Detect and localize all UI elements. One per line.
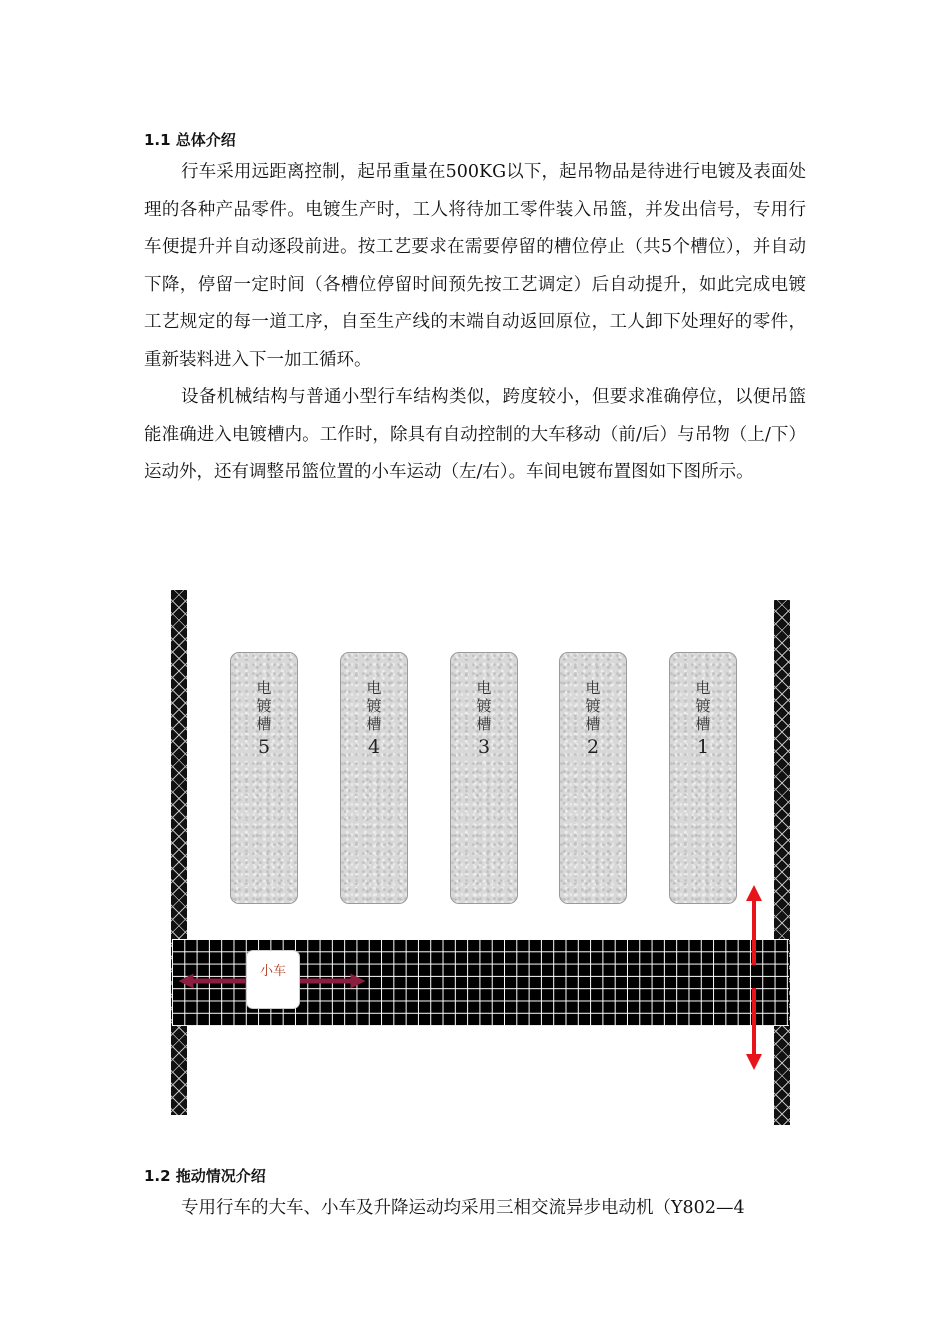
tank-char-2: 镀 [695, 697, 711, 715]
tank-char-1: 电 [585, 679, 601, 697]
plating-tank-2 [559, 652, 627, 904]
plating-tank-3 [450, 652, 518, 904]
tank-number: 2 [586, 736, 600, 758]
section-2-paragraph-1: 专用行车的大车、小车及升降运动均采用三相交流异步电动机（Y802—4 [181, 1198, 745, 1218]
tank-char-1: 电 [366, 679, 382, 697]
plating-tank-4 [340, 652, 408, 904]
tank-char-1: 电 [476, 679, 492, 697]
trolley [246, 950, 300, 1009]
section-1-paragraph-1: 行车采用远距离控制，起吊重量在500KG以下，起吊物品是待进行电镀及表面处理的各种产品零件。电镀生产时，工人将待加工零件装入吊篮，并发出信号，专用行车便提升并自动逐段前进。按工艺要求在需要停留的槽位停止（共5个槽位），并自动下降，停留一定时间（各槽位停留时间预先按工艺调定）后自动提升，如此完成电镀工艺规定的每一道工序，自至生产线的末端自动返回原位，工人卸下处理好的零件，重新装料进入下一加工循环。 [144, 162, 806, 370]
tank-char-2: 镀 [366, 697, 382, 715]
right-rail [774, 600, 790, 1125]
section-2-title: 1.2 拖动情况介绍 [144, 1167, 266, 1185]
tank-number: 4 [367, 736, 381, 758]
tank-char-2: 镀 [585, 697, 601, 715]
plating-tank-1 [669, 652, 737, 904]
tank-char-3: 槽 [366, 715, 382, 733]
tank-char-2: 镀 [476, 697, 492, 715]
plating-tank-5 [230, 652, 298, 904]
left-rail [171, 590, 187, 1115]
tank-char-3: 槽 [476, 715, 492, 733]
tank-char-3: 槽 [695, 715, 711, 733]
trolley-label: 小车 [259, 964, 286, 979]
tank-number: 3 [477, 736, 491, 758]
tank-char-2: 镀 [256, 697, 272, 715]
tank-number: 1 [696, 736, 710, 758]
tank-char-3: 槽 [256, 715, 272, 733]
section-1-paragraph-2: 设备机械结构与普通小型行车结构类似，跨度较小，但要求准确停位，以便吊篮能准确进入电镀槽内。工作时，除具有自动控制的大车移动（前/后）与吊物（上/下）运动外，还有调整吊篮位置的小车运动（左/右）。车间电镀布置图如下图所示。 [144, 387, 806, 482]
tank-number: 5 [257, 736, 271, 758]
tank-char-1: 电 [256, 679, 272, 697]
section-1-title: 1.1 总体介绍 [144, 131, 236, 149]
tank-char-1: 电 [695, 679, 711, 697]
tank-char-3: 槽 [585, 715, 601, 733]
